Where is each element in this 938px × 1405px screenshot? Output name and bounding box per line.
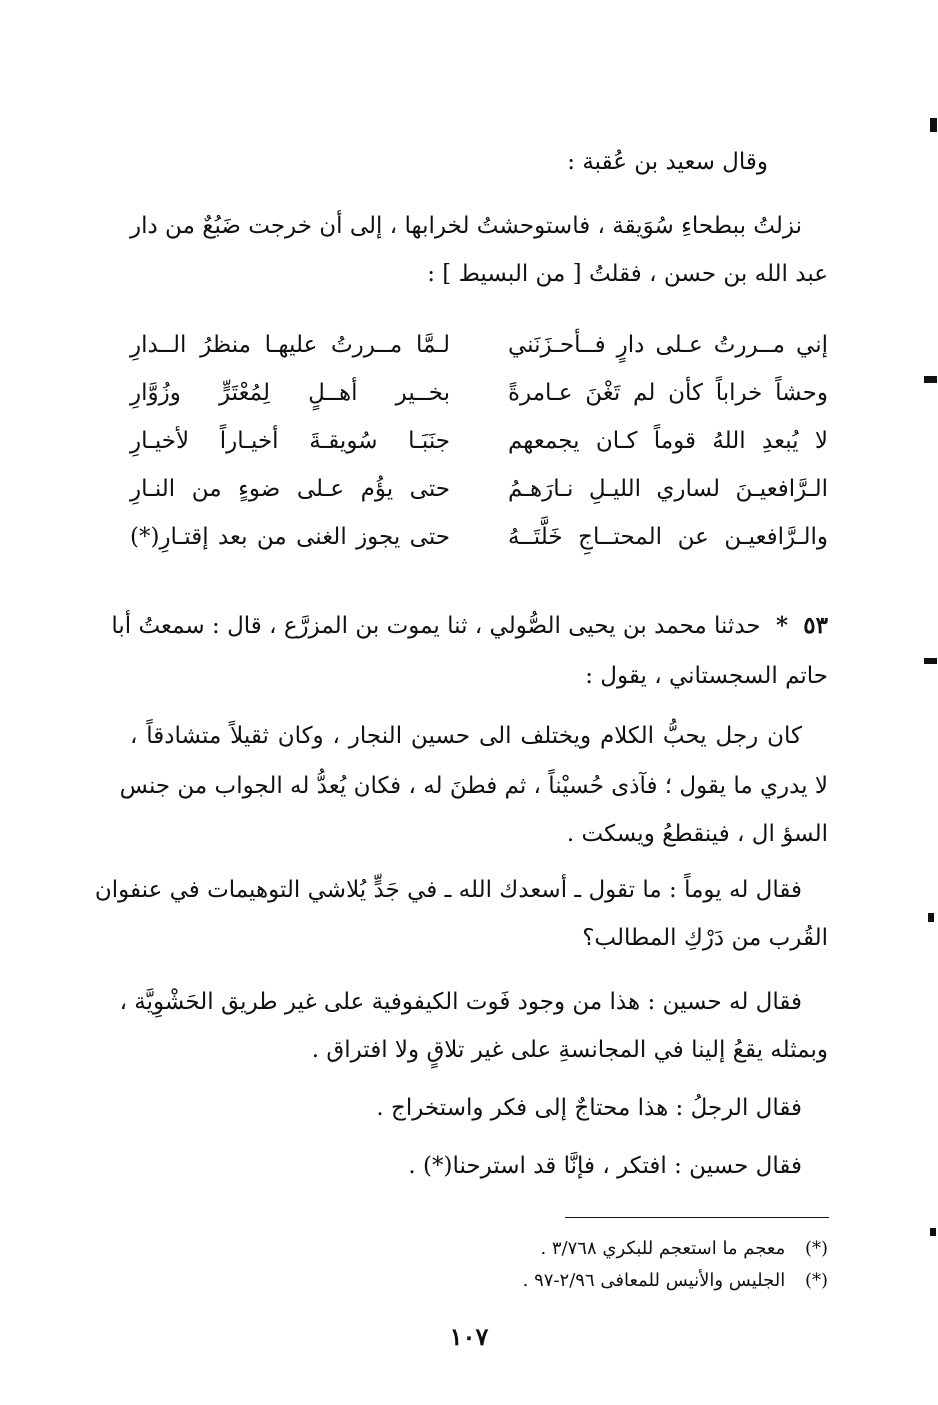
verse-second-hemistich: لـمَّا مــررتُ عليهـا منظرُ الــدارِ — [130, 332, 450, 358]
scan-mark — [924, 658, 937, 664]
footnote-mark: (*) — [804, 1270, 828, 1291]
scan-mark — [930, 1228, 936, 1236]
paragraph-line: فقال له حسين : هذا من وجود فَوت الكيفوفية على غير طريق الحَشْوِيَّة ، — [119, 989, 802, 1015]
entry-isnad: حدثنا محمد بن يحيى الصُّولي ، ثنا يموت بن المزرَّع ، قال : سمعتُ أبا — [111, 613, 761, 639]
paragraph-line: السؤ ال ، فينقطعُ ويسكت . — [566, 821, 828, 847]
paragraph-line: فقال الرجلُ : هذا محتاجٌ إلى فكر واستخراج . — [376, 1095, 802, 1121]
paragraph-line: حاتم السجستاني ، يقول : — [585, 663, 828, 689]
verse-second-hemistich: حتى يجوز الغنى من بعد إقتـارِ(*) — [130, 524, 450, 550]
poem-verse — [130, 380, 828, 424]
verse-first-hemistich: لا يُبعدِ اللهُ قوماً كـان يجمعهم — [508, 428, 828, 454]
paragraph-line: نزلتُ ببطحاءِ سُوَيقة ، فاستوحشتُ لخرابها ، إلى أن خرجت ضَبُعٌ من دار — [130, 213, 802, 239]
verse-second-hemistich: بخــير أهــلٍ لِمُعْتَرٍّ وزُوَّارِ — [130, 380, 450, 406]
footnote — [540, 1234, 828, 1264]
verse-second-hemistich: جنَبَـا سُويقـةَ أخيـاراً لأخيـارِ — [130, 428, 450, 454]
verse-first-hemistich: والـرَّافعيـن عن المحتــاجِ خَلَّتَــهُ — [508, 524, 828, 550]
paragraph-line: لا يدري ما يقول ؛ فآذى حُسيْناً ، ثم فطنَ له ، فكان يُعدُّ له الجواب من جنس — [119, 773, 828, 799]
poem-verse — [130, 332, 828, 376]
entry-number: ٥٣ — [803, 612, 828, 639]
footnote — [523, 1266, 828, 1296]
entry-star: * — [775, 612, 788, 639]
footnote-divider — [565, 1217, 829, 1218]
paragraph-line: فقال حسين : افتكر ، فإنَّا قد استرحنا(*) . — [408, 1153, 802, 1179]
section-heading: وقال سعيد بن عُقبة : — [567, 149, 768, 175]
paragraph-line: كان رجل يحبُّ الكلام ويختلف الى حسين النجار ، وكان ثقيلاً متشادقاً ، — [130, 723, 802, 749]
poem-verse — [130, 524, 828, 568]
paragraph-line: فقال له يوماً : ما تقول ـ أسعدك الله ـ في جَدٍّ يُلاشي التوهيمات في عنفوان — [94, 877, 802, 903]
entry-header — [111, 606, 828, 646]
poem-verse — [130, 476, 828, 520]
paragraph-line: عبد الله بن حسن ، فقلتُ [ من البسيط ] : — [427, 261, 828, 287]
footnote-text: الجليس والأنيس للمعافى ٢/٩٦-٩٧ . — [522, 1270, 786, 1291]
verse-first-hemistich: وحشاً خراباً كأن لم تَغْنَ عـامرةً — [508, 380, 828, 406]
verse-first-hemistich: الـرَّافعيـنَ لساري الليـلِ نـارَهـمُ — [508, 476, 828, 502]
poem-verse — [130, 428, 828, 472]
paragraph-line: وبمثله يقعُ إلينا في المجانسةِ على غير تلاقٍ ولا افتراق . — [311, 1037, 828, 1063]
scan-mark — [928, 913, 934, 922]
paragraph-line: القُرب من دَرْكِ المطالب؟ — [582, 925, 828, 951]
verse-first-hemistich: إني مــررتُ عـلى دارٍ فــأحـزَنَني — [508, 332, 828, 358]
footnote-text: معجم ما استعجم للبكري ٣/٧٦٨ . — [540, 1238, 786, 1259]
page-number: ١٠٧ — [449, 1322, 489, 1351]
scan-mark — [930, 118, 937, 132]
verse-second-hemistich: حتى يؤُم عـلى ضوءٍ من النـارِ — [130, 476, 450, 502]
scan-mark — [924, 376, 937, 383]
footnote-mark: (*) — [804, 1238, 828, 1259]
